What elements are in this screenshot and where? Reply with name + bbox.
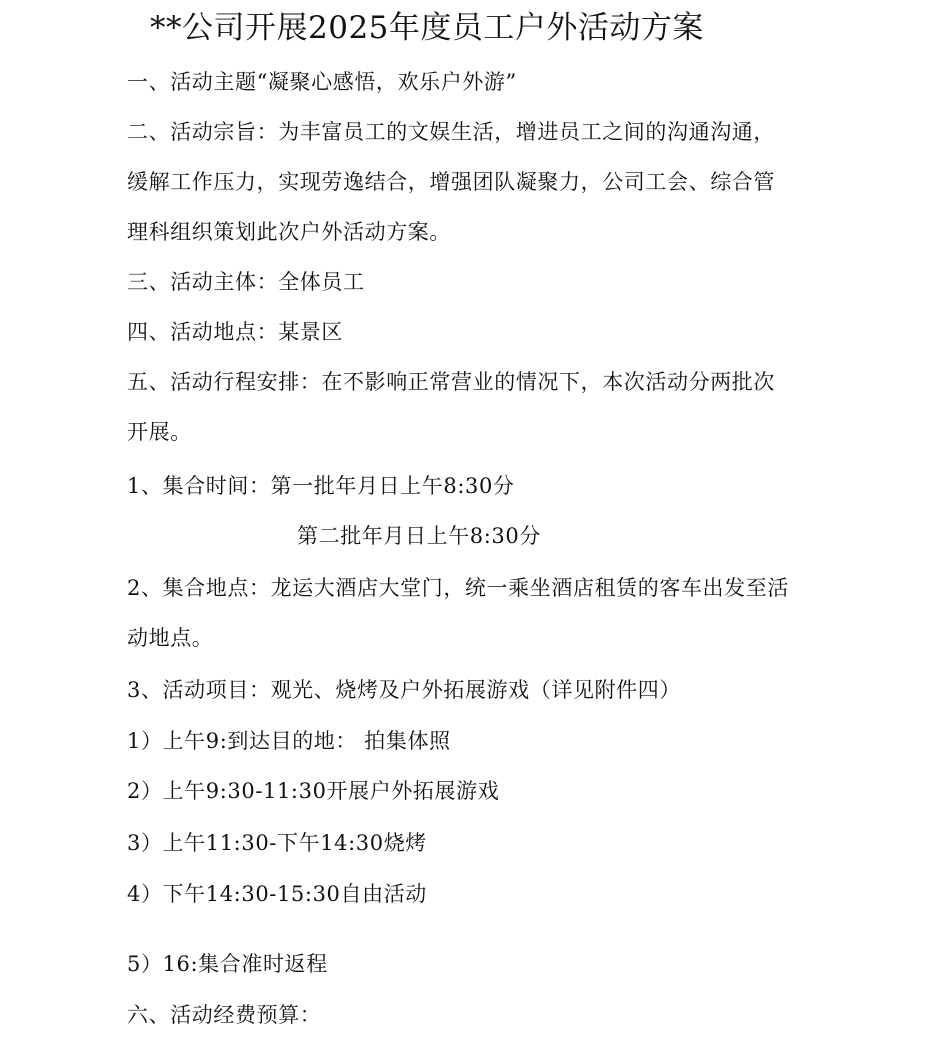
participants-line: 三、活动主体：全体员工 (127, 270, 365, 294)
purpose-line-2: 缓解工作压力，实现劳逸结合，增强团队凝聚力，公司工会、综合管 (127, 170, 775, 194)
purpose-line-1: 二、活动宗旨：为丰富员工的文娱生活，增进员工之间的沟通沟通， (127, 120, 775, 144)
document-title: **公司开展2025年度员工户外活动方案 (150, 10, 704, 46)
itinerary-item-4: 4）下午14:30-15:30自由活动 (127, 882, 427, 906)
itinerary-item-1: 1）上午9:到达目的地： 拍集体照 (127, 729, 451, 753)
schedule-line-1: 五、活动行程安排：在不影响正常营业的情况下，本次活动分两批次 (127, 370, 775, 394)
itinerary-item-2: 2）上午9:30-11:30开展户外拓展游戏 (127, 779, 500, 803)
assembly-time-second: 第二批年月日上午8:30分 (297, 524, 541, 548)
schedule-line-2: 开展。 (127, 420, 192, 444)
assembly-place-line-1: 2、集合地点：龙运大酒店大堂门，统一乘坐酒店租赁的客车出发至活 (127, 576, 789, 600)
theme-line: 一、活动主题“凝聚心感悟，欢乐户外游” (127, 70, 517, 94)
assembly-place-line-2: 动地点。 (127, 626, 214, 650)
budget-heading: 六、活动经费预算： (127, 1003, 322, 1027)
itinerary-item-5: 5）16:集合准时返程 (127, 952, 328, 976)
purpose-line-3: 理科组织策划此次户外活动方案。 (127, 220, 451, 244)
itinerary-item-3: 3）上午11:30-下午14:30烧烤 (127, 831, 427, 855)
assembly-time-first: 1、集合时间：第一批年月日上午8:30分 (127, 474, 515, 498)
location-line: 四、活动地点：某景区 (127, 320, 343, 344)
activities-line: 3、活动项目：观光、烧烤及户外拓展游戏（详见附件四） (127, 678, 681, 702)
